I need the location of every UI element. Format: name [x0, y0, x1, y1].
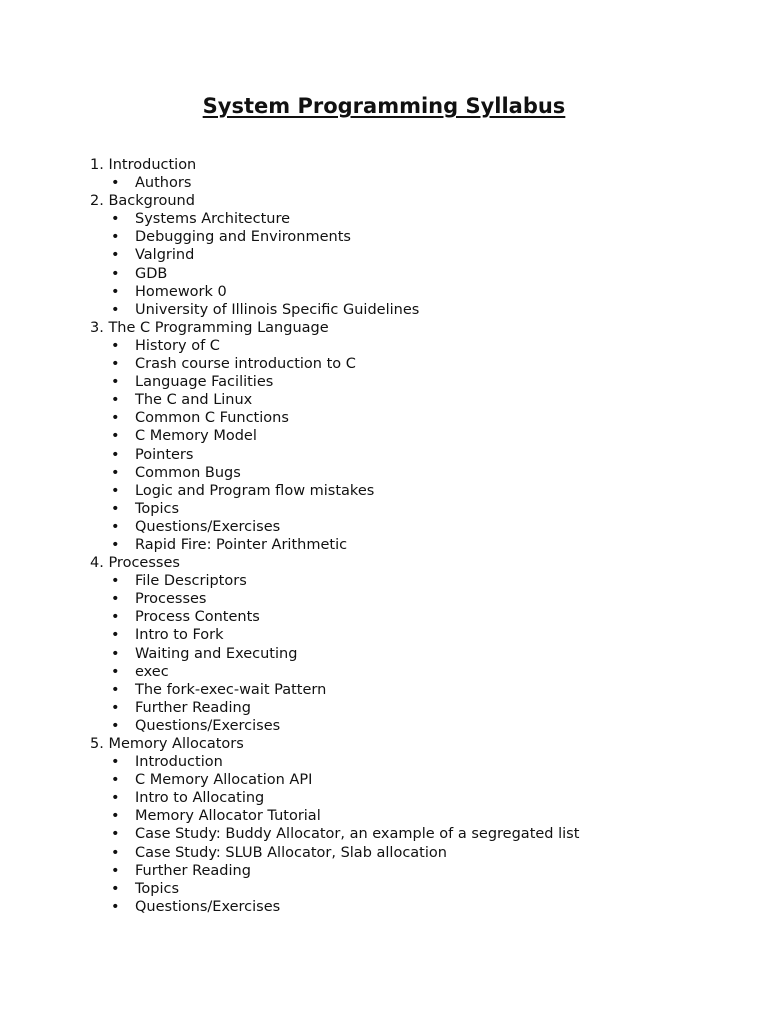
list-item	[90, 518, 750, 536]
list-item	[90, 446, 750, 464]
list-item-label: Processes	[135, 591, 207, 608]
list-item	[90, 753, 750, 771]
section-topic-list	[90, 337, 750, 554]
list-item-label: Memory Allocator Tutorial	[135, 808, 321, 825]
list-item	[90, 572, 750, 590]
list-item	[90, 265, 750, 283]
bullet-icon: •	[111, 265, 120, 282]
bullet-icon: •	[111, 681, 120, 698]
section-heading: 4. Processes	[90, 555, 180, 572]
list-item-label: Debugging and Environments	[135, 229, 351, 246]
list-item-label: Topics	[135, 880, 180, 897]
list-item	[90, 862, 750, 880]
bullet-icon: •	[111, 229, 120, 246]
list-item-label: Intro to Fork	[135, 627, 224, 644]
list-item	[90, 825, 750, 843]
list-item-label: Systems Architecture	[135, 211, 291, 228]
list-item-label: C Memory Model	[135, 428, 257, 445]
bullet-icon: •	[111, 880, 120, 897]
bullet-icon: •	[111, 790, 120, 807]
bullet-icon: •	[111, 428, 120, 445]
bullet-icon: •	[111, 500, 120, 517]
list-item-label: Authors	[135, 175, 192, 192]
list-item-label: Further Reading	[135, 699, 251, 716]
list-item-label: Common C Functions	[135, 410, 289, 427]
list-item	[90, 717, 750, 735]
bullet-icon: •	[111, 772, 120, 789]
section-topic-list	[90, 753, 750, 916]
bullet-icon: •	[111, 175, 120, 192]
list-item	[90, 663, 750, 681]
list-item	[90, 409, 750, 427]
section-heading: 2. Background	[90, 193, 195, 210]
bullet-icon: •	[111, 283, 120, 300]
list-item-label: exec	[135, 663, 169, 680]
bullet-icon: •	[111, 410, 120, 427]
bullet-icon: •	[111, 211, 120, 228]
syllabus-section	[90, 156, 750, 192]
syllabus-section	[90, 554, 750, 735]
list-item	[90, 898, 750, 916]
list-item	[90, 355, 750, 373]
list-item	[90, 807, 750, 825]
section-heading: 1. Introduction	[90, 157, 197, 173]
list-item	[90, 464, 750, 482]
bullet-icon: •	[111, 337, 120, 354]
list-item	[90, 301, 750, 319]
bullet-icon: •	[111, 645, 120, 662]
list-item-label: C Memory Allocation API	[135, 772, 313, 789]
list-item-label: Case Study: Buddy Allocator, an example of a segregated list	[135, 826, 580, 843]
bullet-icon: •	[111, 699, 120, 716]
bullet-icon: •	[111, 898, 120, 915]
page-title: System Programming Syllabus	[202, 94, 566, 118]
list-item	[90, 536, 750, 554]
bullet-icon: •	[111, 446, 120, 463]
bullet-icon: •	[111, 844, 120, 861]
bullet-icon: •	[111, 717, 120, 734]
list-item	[90, 699, 750, 717]
bullet-icon: •	[111, 573, 120, 590]
list-item-label: Questions/Exercises	[135, 898, 281, 915]
list-item-label: The fork-exec-wait Pattern	[135, 681, 327, 698]
list-item	[90, 283, 750, 301]
list-item-label: History of C	[135, 337, 220, 354]
bullet-icon: •	[111, 518, 120, 535]
bullet-icon: •	[111, 482, 120, 499]
list-item-label: GDB	[135, 265, 168, 282]
bullet-icon: •	[111, 862, 120, 879]
list-item	[90, 844, 750, 862]
list-item	[90, 246, 750, 264]
syllabus-section	[90, 319, 750, 554]
list-item-label: Pointers	[135, 446, 194, 463]
list-item	[90, 590, 750, 608]
list-item-label: Further Reading	[135, 862, 251, 879]
list-item	[90, 228, 750, 246]
bullet-icon: •	[111, 591, 120, 608]
list-item	[90, 500, 750, 518]
bullet-icon: •	[111, 301, 120, 318]
list-item-label: University of Illinois Specific Guidelines	[135, 301, 420, 318]
list-item-label: Rapid Fire: Pointer Arithmetic	[135, 536, 348, 553]
bullet-icon: •	[111, 464, 120, 481]
bullet-icon: •	[111, 663, 120, 680]
list-item	[90, 771, 750, 789]
bullet-icon: •	[111, 392, 120, 409]
list-item-label: Topics	[135, 500, 180, 517]
syllabus-section	[90, 192, 750, 319]
list-item	[90, 427, 750, 445]
list-item	[90, 880, 750, 898]
list-item	[90, 210, 750, 228]
bullet-icon: •	[111, 374, 120, 391]
bullet-icon: •	[111, 754, 120, 771]
list-item	[90, 174, 750, 192]
list-item-label: Waiting and Executing	[135, 645, 298, 662]
bullet-icon: •	[111, 808, 120, 825]
list-item-label: Common Bugs	[135, 464, 241, 481]
bullet-icon: •	[111, 826, 120, 843]
list-item-label: Intro to Allocating	[135, 790, 265, 807]
syllabus-outline	[90, 156, 750, 916]
list-item-label: Case Study: SLUB Allocator, Slab allocation	[135, 844, 447, 861]
list-item-label: Process Contents	[135, 609, 260, 626]
list-item-label: Homework 0	[135, 283, 227, 300]
bullet-icon: •	[111, 627, 120, 644]
list-item	[90, 645, 750, 663]
list-item	[90, 373, 750, 391]
section-topic-list	[90, 572, 750, 735]
bullet-icon: •	[111, 247, 120, 264]
list-item	[90, 608, 750, 626]
list-item	[90, 482, 750, 500]
section-heading: 5. Memory Allocators	[90, 736, 244, 752]
section-heading: 3. The C Programming Language	[90, 319, 329, 336]
bullet-icon: •	[111, 609, 120, 626]
list-item-label: Crash course introduction to C	[135, 356, 356, 373]
list-item-label: Logic and Program flow mistakes	[135, 482, 375, 499]
list-item	[90, 391, 750, 409]
list-item-label: Questions/Exercises	[135, 518, 281, 535]
list-item	[90, 789, 750, 807]
list-item-label: Introduction	[135, 754, 223, 771]
list-item	[90, 681, 750, 699]
list-item	[90, 337, 750, 355]
bullet-icon: •	[111, 536, 120, 553]
list-item-label: The C and Linux	[135, 392, 253, 409]
syllabus-section	[90, 735, 750, 916]
list-item-label: Questions/Exercises	[135, 717, 281, 734]
list-item-label: Language Facilities	[135, 374, 274, 391]
list-item-label: File Descriptors	[135, 573, 247, 590]
list-item	[90, 626, 750, 644]
section-topic-list	[90, 174, 750, 192]
bullet-icon: •	[111, 356, 120, 373]
section-topic-list	[90, 210, 750, 319]
list-item-label: Valgrind	[135, 247, 195, 264]
